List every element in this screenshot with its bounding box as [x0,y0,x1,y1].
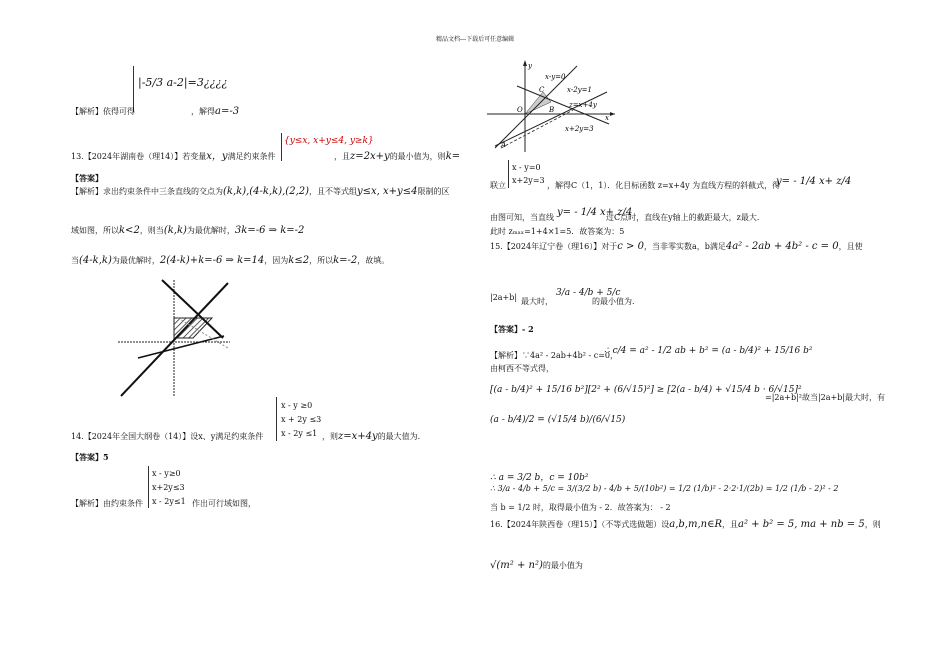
q13-eq2: 2(4-k)+k=-6 ⇒ k=14 [159,255,265,266]
q13-jiexi-3b: 为最优解时， [111,256,160,265]
q15-c: c > 0 [617,241,644,252]
q16-expr: √(m² + n²) [490,560,543,571]
lianli-text: ，解得C（1，1）．化目标函数 z=x+4y 为直线方程的斜截式，得 [547,181,781,190]
q15-ab: ∴ a = 3/2 b，c = 10b² [490,473,589,483]
q15-jiexi-6: 当 b = 1/2 时，取得最小值为 - 2．故答案为： - 2 [490,503,671,512]
brace-line [281,133,282,161]
lianli-system: x - y=0 x+2y=3 [512,163,545,185]
q13-ineq: y≤x, x+y≤4 [357,186,418,197]
q16-mid: ，且 [722,520,739,529]
label-C: C [539,86,545,94]
q13-kk: (k,k) [163,225,187,236]
result-label: ，解得 [191,107,215,116]
q13-k-final: k=-2 [333,255,358,266]
q16-tail: ，则 [864,520,881,529]
page-header: 精品文档---下载后可任意编辑 [436,36,515,43]
q13-eq1: 3k=-6 ⇒ k=-2 [234,225,305,236]
q13-k-lt-2: k<2 [119,225,140,236]
q15-simplify: ∴ 3/a - 4/b + 5/c = 3/(3/2 b) - 4/b + 5/(10b²) = 1/2 (1/b)² - 2·2·1/(2b) = 1/2 (1/b - 2)² - 2 [490,484,839,493]
label-x-axis: x [605,114,609,122]
brace-line [508,160,509,188]
q13-pt: (4-k,k) [79,255,112,266]
q13-jiexi-3h: ，故填。 [357,256,390,265]
line-equation: y= - 1/4 x+ z/4 [776,176,852,187]
q13-mid: 满足约束条件 [227,152,276,161]
q13-jiexi-1b: ，且不等式组 [309,187,358,196]
result-a: a=-3 [215,106,240,117]
q13-vars: x，y [206,151,228,162]
label-A: A [501,141,507,149]
q13-jiexi-1d: 限制的区 [417,187,450,196]
label-x+2y-3: x+2y=3 [565,125,594,133]
q15-mid: ，当非零实数a，b满足 [643,242,726,251]
q13-jiexi-2: 域如图，所以 [71,226,119,235]
q14-jiexi: 【解析】由约束条件 [71,499,143,508]
q15-jiexi-1: 【解析】∵4a² - 2ab+4b² - c=0， [490,351,619,360]
q16-tail2: 的最小值为 [542,561,583,570]
q13-feasible-region-figure [118,278,233,400]
q14-jiexi-2: 作出可行域如图， [192,499,256,508]
q15-cauchy: [(a - b/4)² + 15/16 b²][2² + (6/√15)²] ≥ [2(a - b/4) + √15/4 b · 6/√15]² [490,385,802,395]
lianli-label: 联立 [490,181,506,190]
q13-jiexi-3: 当 [71,256,79,265]
q14-answer: 【答案】5 [71,452,109,462]
cishi-text: 此时 zₘₐₓ=1+4×1=5．故答案为：5 [490,227,625,236]
q16-vars: a,b,m,n∈R [669,519,723,530]
q15-tail: ，且使 [838,242,863,251]
q15-head: 15.【2024年辽宁卷（理16）】对于 [490,242,618,251]
abs-equation: |-5/3 a-2|=3¿¿¿¿ [138,76,228,89]
youtu-text: 过C点时，直线在y轴上的截距最大，z最大． [606,213,765,222]
q13-points: (k,k),(4-k,k),(2,2) [223,186,310,197]
brace-line [148,466,149,508]
q15-jiexi-1b: ∴ c/4 = a² - 1/2 ab + b² = (a - b/4)² + 15/16 b² [604,346,813,356]
q14-condition-2: x - y≥0 x+2y≤3 x - 2y≤1 [152,469,186,506]
label-O: O [517,106,523,114]
label-B: B [549,106,555,114]
q13-jiexi-1: 【解析】求出约束条件中三条直线的交点为 [71,187,223,196]
q13-jiexi-3f: ，所以 [309,256,334,265]
label-y-axis: y [528,62,532,70]
q15-abs: |2a+b| [490,293,518,302]
q15-answer: 【答案】- 2 [490,324,534,334]
q13-jiexi-2d: 为最优解时， [186,226,235,235]
youtu-label: 由图可知，当直线 [490,213,554,222]
q13-z: z=2x+y [350,151,390,162]
q15-cond: 4a² - 2ab + 4b² - c = 0 [725,241,839,252]
q14-z: z=x+4y [338,431,378,442]
brace-line [276,397,277,441]
q13-k-le-2: k≤2 [288,255,310,266]
q16-cond: a² + b² = 5, ma + nb = 5 [738,519,865,530]
q15-jiexi-2: 由柯西不等式得， [490,364,554,373]
line-equation-2: y= - 1/4 x+ z/4 [557,207,633,218]
label-x-2y-1: x-2y=1 [567,86,592,94]
q13-head: 13.【2024年湖南卷（理14）】若变量 [71,152,207,161]
q13-condition: {y≤x, x+y≤4, y≥k} [284,136,374,146]
q15-expr: 3/a - 4/b + 5/c [556,288,621,298]
q13-k: k= [445,151,461,162]
jiexi-label: 【解析】依得可得 [71,107,135,116]
label-z: z=x+4y [569,101,597,109]
label-x-y-0: x-y=0 [545,73,566,81]
q13-answer: 【答案】 [71,173,103,183]
q15-l2c: 的最小值为. [592,297,635,306]
q14-head: 14.【2024年全国大纲卷（14）】设x、y满足约束条件 [71,432,264,441]
q14-tail2: 的最大值为. [377,432,421,441]
q14-tail: ，则 [322,432,338,441]
q14-condition: x - y ≥0 x + 2y ≤3 x - 2y ≤1 [281,401,322,438]
q15-jiexi-3b: =|2a+b|²故当|2a+b|最大时，有 [765,393,886,402]
q15-l2b: 最大时， [521,297,553,306]
q15-ratio: (a - b/4)/2 = (√15/4 b)/(6/√15) [490,415,626,425]
brace-line [133,66,134,112]
q13-tail2: 的最小值为，则 [389,152,446,161]
q13-jiexi-3d: ，因为 [264,256,289,265]
q14-feasible-region-figure [487,58,617,153]
q13-tail: ，且 [334,152,350,161]
q16-head: 16.【2024年陕西卷（理15）】（不等式选做题）设 [490,520,670,529]
q13-jiexi-2b: ，则当 [139,226,164,235]
